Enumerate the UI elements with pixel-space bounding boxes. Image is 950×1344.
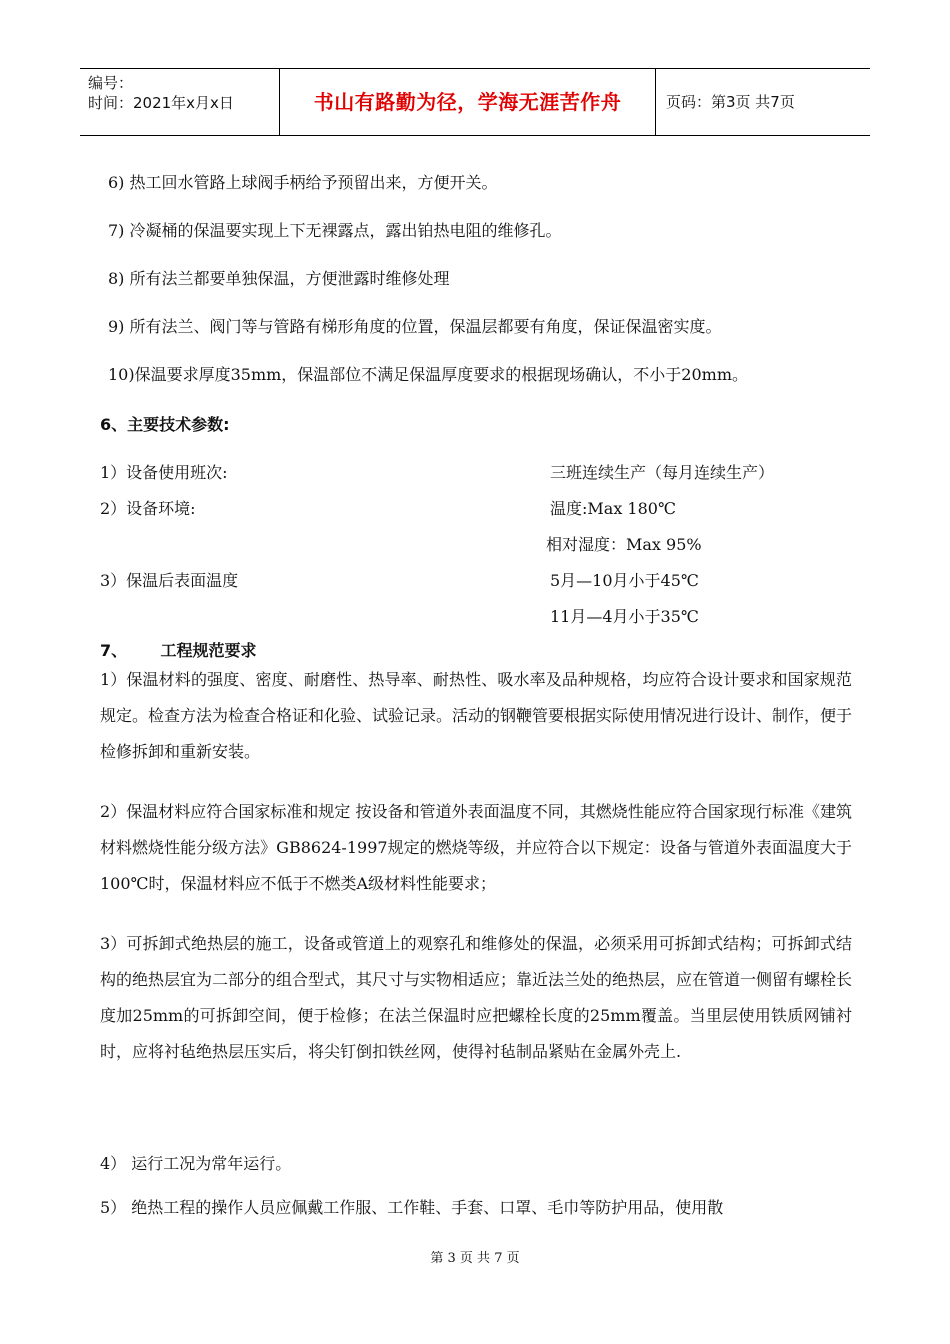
list-item: 8) 所有法兰都要单独保温，方便泄露时维修处理 xyxy=(108,269,450,288)
paragraph: 5） 绝热工程的操作人员应佩戴工作服、工作鞋、手套、口罩、毛巾等防护用品，使用散 xyxy=(100,1198,724,1217)
list-item: 10)保温要求厚度35mm，保温部位不满足保温厚度要求的根据现场确认，不小于20mm。 xyxy=(108,365,749,384)
page-footer: 第 3 页 共 7 页 xyxy=(430,1251,520,1266)
paragraph: 1）保温材料的强度、密度、耐磨性、热导率、耐热性、吸水率及品种规格，均应符合设计要求和国家规范规定。检查方法为检查合格证和化验、试验记录。活动的钢鞭管要根据实际使用情况进行设计、制作，便于检修拆卸和重新安装。 xyxy=(100,670,853,761)
document-number-label: 编号： xyxy=(88,74,134,92)
list-item: 9) 所有法兰、阀门等与管路有梯形角度的位置，保温层都要有角度，保证保温密实度。 xyxy=(108,317,722,336)
parameter-label: 2）设备环境: xyxy=(100,499,196,518)
paragraph: 4） 运行工况为常年运行。 xyxy=(100,1154,292,1173)
header-meta xyxy=(80,69,280,135)
parameter-value: 相对湿度：Max 95% xyxy=(546,535,702,554)
list-item: 6) 热工回水管路上球阀手柄给予预留出来，方便开关。 xyxy=(108,173,498,192)
paragraph: 3）可拆卸式绝热层的施工，设备或管道上的观察孔和维修处的保温，必须采用可拆卸式结构；可拆卸式结构的绝热层宜为二部分的组合型式，其尺寸与实物相适应；靠近法兰处的绝热层，应在管道一侧留有螺栓长度加25mm的可拆卸空间，便于检修；在法兰保温时应把螺栓长度的25mm覆盖。当里层使用铁质网铺衬时，应将衬毡绝热层压实后，将尖钉倒扣铁丝网，使得衬毡制品紧贴在金属外壳上. xyxy=(100,934,853,1061)
page-header xyxy=(80,68,870,136)
header-motto: 书山有路勤为径，学海无涯苦作舟 xyxy=(280,69,656,135)
section-6-title: 6、主要技术参数: xyxy=(100,415,230,434)
list-item: 7) 冷凝桶的保温要实现上下无裸露点，露出铂热电阻的维修孔。 xyxy=(108,221,562,240)
paragraph: 2）保温材料应符合国家标准和规定 按设备和管道外表面温度不同，其燃烧性能应符合国家现行标准《建筑材料燃烧性能分级方法》GB8624-1997规定的燃烧等级，并应符合以下规定：设备与管道外表面温度大于100℃时，保温材料应不低于不燃类A级材料性能要求； xyxy=(100,802,852,893)
parameter-value: 11月—4月小于35℃ xyxy=(550,607,699,626)
section-7-title: 7、 工程规范要求 xyxy=(100,641,257,660)
header-page-info: 页码：第3页 共7页 xyxy=(666,93,795,111)
parameter-label: 3）保温后表面温度 xyxy=(100,571,239,590)
document-date: 时间：2021年x月x日 xyxy=(88,94,234,112)
parameter-value: 三班连续生产（每月连续生产） xyxy=(550,463,775,482)
parameter-value: 5月—10月小于45℃ xyxy=(550,571,699,590)
parameter-value: 温度:Max 180℃ xyxy=(550,499,676,518)
parameter-label: 1）设备使用班次: xyxy=(100,463,228,482)
